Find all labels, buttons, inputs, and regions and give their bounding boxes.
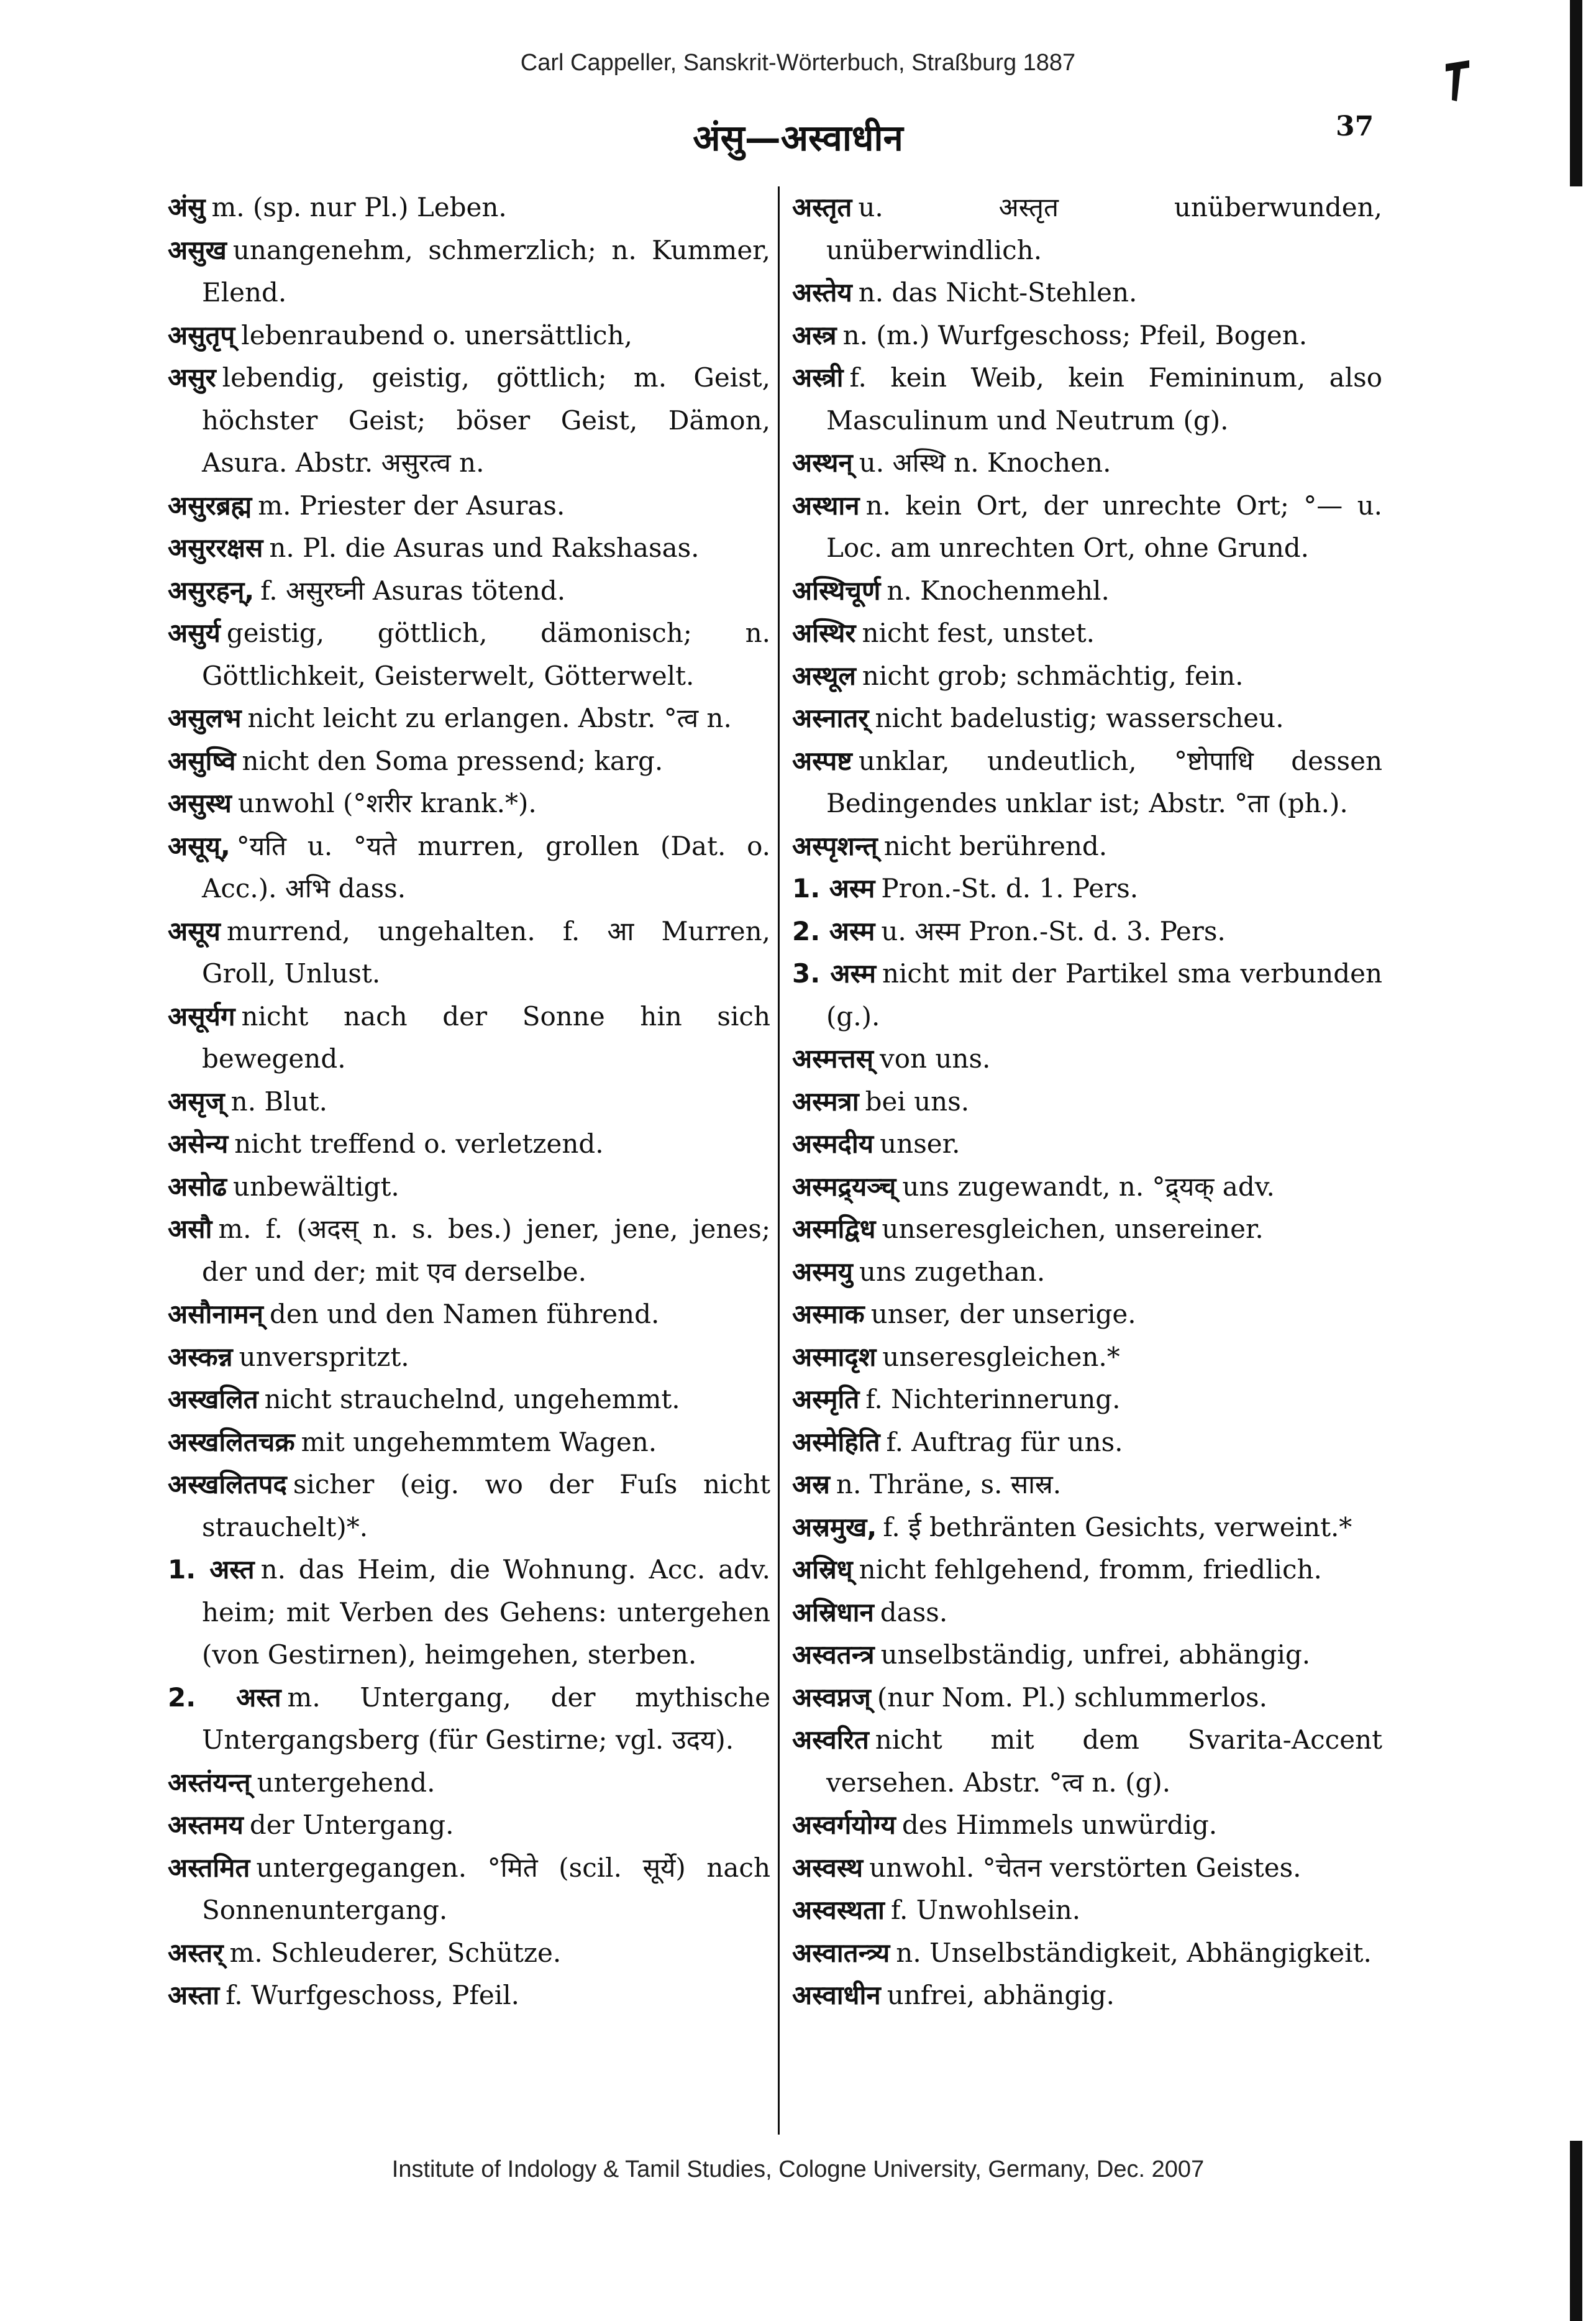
dictionary-entry (792, 1974, 1382, 2017)
entry-headword: 2. अस्म (792, 915, 875, 946)
entry-headword: अस्वरित (792, 1724, 869, 1755)
entry-headword: 3. अस्म (792, 958, 876, 989)
dictionary-entry (168, 527, 770, 570)
dictionary-entry (168, 314, 770, 357)
entry-headword: असुख (168, 234, 227, 265)
entry-definition: n. das Nicht-Stehlen. (858, 277, 1138, 308)
dictionary-entry (168, 1421, 770, 1464)
entry-definition: mit ungehemmtem Wagen. (301, 1426, 657, 1457)
entry-definition: m. Schleuderer, Schütze. (229, 1937, 562, 1968)
dictionary-entry (792, 1506, 1382, 1549)
entry-definition: n. Unselbständigkeit, Abhängigkeit. (896, 1937, 1372, 1968)
entry-headword: अस्तर् (168, 1937, 224, 1968)
entry-headword: असुलभ (168, 703, 242, 733)
entry-definition: nicht strauchelnd, ungehemmt. (264, 1384, 680, 1414)
entry-definition: unklar, undeutlich, °ष्टोपाधि dessen Bedingendes unklar ist; Abstr. °ता (ph.). (826, 745, 1382, 818)
entry-definition: unseresgleichen, unsereiner. (882, 1214, 1264, 1244)
entry-headword: अस्मदीय (792, 1128, 874, 1159)
entry-definition: der Untergang. (249, 1810, 454, 1840)
entry-definition: sicher (eig. wo der Fuſs nicht strauchelt)*. (202, 1469, 770, 1542)
entry-headword: अस्वातन्त्र्य (792, 1937, 890, 1968)
entry-definition: nicht mit dem Svarita-Accent versehen. Abstr. °त्व n. (g). (826, 1724, 1382, 1798)
dictionary-entry (792, 1421, 1382, 1464)
entry-headword: अस्रिधान (792, 1596, 874, 1627)
entry-definition: unwohl (°शरीर krank.*). (237, 788, 537, 818)
dictionary-entry (792, 1293, 1382, 1336)
dictionary-entry (792, 1336, 1382, 1379)
dictionary-entry (168, 1974, 770, 2017)
entry-headword: असुस्थ (168, 788, 232, 818)
dictionary-entry (792, 1804, 1382, 1847)
dictionary-entry (168, 186, 770, 229)
dictionary-entry (792, 1591, 1382, 1634)
entry-definition: nicht treffend o. verletzend. (234, 1128, 604, 1159)
entry-definition: m. (sp. nur Pl.) Leben. (211, 192, 507, 222)
entry-headword: असूय्, (168, 830, 230, 861)
entry-headword: अस्तेय (792, 277, 852, 308)
entry-headword: अस्माक (792, 1299, 865, 1329)
entry-definition: unseresgleichen.* (882, 1341, 1120, 1372)
entry-headword: अस्खलितपद (168, 1469, 287, 1499)
entry-definition: lebendig, geistig, göttlich; m. Geist, höchster Geist; böser Geist, Dämon, Asura. Abstr. असुरत्व n. (202, 362, 770, 478)
dictionary-entry (792, 442, 1382, 485)
dictionary-entry (168, 1123, 770, 1166)
entry-definition: f. Unwohlsein. (890, 1895, 1081, 1925)
entry-headword: अस्मत्रा (792, 1086, 859, 1117)
entry-headword: अस्मयु (792, 1256, 853, 1287)
entry-headword: अस्वाधीन (792, 1980, 881, 2010)
left-column (168, 186, 770, 2017)
entry-definition: m. f. (अदस् n. s. bes.) jener, jene, jenes; der und der; mit एव derselbe. (202, 1214, 770, 1287)
dictionary-entry (792, 314, 1382, 357)
dictionary-entry (168, 1293, 770, 1336)
dictionary-entry (168, 697, 770, 740)
entry-definition: Pron.-St. d. 1. Pers. (881, 873, 1139, 904)
dictionary-entry (168, 1463, 770, 1549)
entry-definition: n. das Heim, die Wohnung. Acc. adv. heim; mit Verben des Gehens: untergehen (von Gestirnen), heimgehen, sterben. (202, 1554, 770, 1670)
entry-headword: असृज् (168, 1086, 225, 1117)
entry-headword: अंसु (168, 192, 206, 222)
entry-definition: nicht leicht zu erlangen. Abstr. °त्व n. (247, 703, 732, 733)
entry-definition: u. अस्म Pron.-St. d. 3. Pers. (881, 915, 1226, 946)
entry-headword: अस्तंयन्त् (168, 1767, 251, 1798)
entry-headword: असुररक्षस (168, 533, 263, 563)
entry-headword: असुर (168, 362, 216, 393)
entry-definition: f. Nichterinnerung. (865, 1384, 1121, 1414)
dictionary-entry (792, 910, 1382, 953)
dictionary-entry (168, 1208, 770, 1293)
entry-definition: bei uns. (865, 1086, 970, 1117)
entry-headword: अस्तमय (168, 1810, 244, 1840)
entry-headword: अस्कन्न (168, 1341, 233, 1372)
entry-headword: अस्त्र (792, 319, 837, 350)
dictionary-entry (792, 1123, 1382, 1166)
entry-definition: unbewältigt. (233, 1171, 399, 1202)
entry-definition: nicht fehlgehend, fromm, friedlich. (859, 1554, 1322, 1585)
entry-definition: f. असुरघ्नी Asuras tötend. (260, 575, 566, 606)
entry-definition: n. Thräne, s. सास्र. (836, 1469, 1062, 1499)
entry-headword: असौनामन् (168, 1299, 263, 1329)
column-divider (778, 186, 780, 2135)
entry-headword: अस्त्री (792, 362, 844, 393)
entry-definition: n. (m.) Wurfgeschoss; Pfeil, Bogen. (842, 319, 1308, 350)
dictionary-entry (792, 1038, 1382, 1081)
dictionary-entry (792, 697, 1382, 740)
dictionary-entry (792, 825, 1382, 868)
entry-headword: असुरब्रह्म (168, 490, 252, 521)
dictionary-entry (792, 357, 1382, 442)
entry-definition: geistig, göttlich, dämonisch; n. Göttlichkeit, Geisterwelt, Götterwelt. (202, 618, 770, 691)
entry-headword: अस्र (792, 1469, 830, 1499)
entry-headword: असुष्वि (168, 745, 236, 776)
entry-definition: uns zugethan. (859, 1256, 1046, 1287)
entry-headword: 2. अस्त (168, 1682, 281, 1713)
entry-definition: unselbständig, unfrei, abhängig. (880, 1639, 1311, 1670)
entry-definition: den und den Namen führend. (269, 1299, 660, 1329)
entry-definition: murrend, ungehalten. f. आ Murren, Groll, Unlust. (202, 915, 770, 989)
entry-definition: f. Wurfgeschoss, Pfeil. (226, 1980, 519, 2010)
dictionary-entry (168, 1081, 770, 1124)
dictionary-entry (792, 868, 1382, 910)
entry-definition: lebenraubend o. unersättlich, (241, 319, 632, 350)
dictionary-entry (168, 996, 770, 1081)
dictionary-entry (792, 1889, 1382, 1932)
dictionary-entry (792, 1378, 1382, 1421)
page-footer: Institute of Indology & Tamil Studies, Cologne University, Germany, Dec. 2007 (391, 2156, 1205, 2182)
entry-definition: unwohl. °चेतन verstörten Geistes. (869, 1852, 1302, 1883)
dictionary-entry (168, 1378, 770, 1421)
dictionary-entry (792, 1081, 1382, 1124)
entry-headword: अस्वस्थ (792, 1852, 864, 1883)
dictionary-entry (168, 1932, 770, 1975)
dictionary-entry (792, 953, 1382, 1038)
dictionary-entry (168, 825, 770, 910)
entry-definition: (nur Nom. Pl.) schlummerlos. (877, 1682, 1267, 1713)
dictionary-entry (792, 186, 1382, 272)
entry-definition: nicht den Soma pressend; karg. (242, 745, 663, 776)
entry-headword: असुतृप् (168, 319, 235, 350)
dictionary-entry (168, 1804, 770, 1847)
entry-definition: unverspritzt. (239, 1341, 409, 1372)
dictionary-entry (168, 782, 770, 825)
entry-headword: अस्मत्तस् (792, 1043, 873, 1074)
dictionary-entry (792, 1932, 1382, 1975)
entry-headword: अस्पष्ट (792, 745, 852, 776)
entry-definition: unser, der unserige. (870, 1299, 1136, 1329)
entry-headword: अस्थन् (792, 447, 853, 478)
entry-definition: °यति u. °यते murren, grollen (Dat. o. Acc.). अभि dass. (202, 830, 770, 904)
entry-definition: n. kein Ort, der unrechte Ort; °— u. Loc. am unrechten Ort, ohne Grund. (826, 490, 1382, 563)
entry-headword: अस्वतन्त्र (792, 1639, 875, 1670)
dictionary-entry (168, 1166, 770, 1209)
entry-headword: अस्थान (792, 490, 860, 521)
page-number: 37 (1336, 111, 1374, 142)
dictionary-entry (792, 740, 1382, 825)
entry-headword: असेन्य (168, 1128, 229, 1159)
dictionary-entry (168, 1549, 770, 1677)
dictionary-entry (792, 1719, 1382, 1804)
dictionary-entry (168, 1336, 770, 1379)
dictionary-entry (168, 357, 770, 485)
entry-definition: des Himmels unwürdig. (901, 1810, 1218, 1840)
entry-definition: nicht berührend. (883, 830, 1108, 861)
entry-headword: अस्वप्नज् (792, 1682, 871, 1713)
entry-headword: अस्वस्थता (792, 1895, 885, 1925)
dictionary-entry (168, 570, 770, 613)
entry-headword: अस्तृत (792, 192, 852, 222)
dictionary-entry (168, 1762, 770, 1805)
entry-definition: m. Priester der Asuras. (258, 490, 565, 521)
entry-definition: n. Pl. die Asuras und Rakshasas. (269, 533, 700, 563)
entry-definition: f. Auftrag für uns. (886, 1426, 1123, 1457)
entry-headword: अस्वर्गयोग्य (792, 1810, 896, 1840)
right-column (792, 186, 1382, 2017)
entry-definition: m. Untergang, der mythische Untergangsberg (für Gestirne; vgl. उदय). (202, 1682, 770, 1755)
dictionary-entry (168, 910, 770, 996)
entry-definition: nicht grob; schmächtig, fein. (862, 660, 1244, 691)
entry-headword: अस्थिचूर्ण (792, 575, 881, 606)
entry-definition: nicht badelustig; wasserscheu. (875, 703, 1284, 733)
entry-headword: असूय (168, 915, 221, 946)
entry-definition: u. अस्तृत unüberwunden, unüberwindlich. (826, 192, 1382, 265)
entry-definition: dass. (880, 1596, 948, 1627)
entry-definition: uns zugewandt, n. °द्र्यक् adv. (902, 1171, 1275, 1202)
dictionary-entry (792, 1677, 1382, 1719)
dictionary-entry (792, 1634, 1382, 1677)
dictionary-entry (792, 1251, 1382, 1294)
entry-headword: अस्खलित (168, 1384, 258, 1414)
entry-headword: अस्तमित (168, 1852, 250, 1883)
running-head: अंसु—अस्वाधीन (693, 117, 903, 159)
dictionary-entry (168, 740, 770, 783)
dictionary-entry (168, 1677, 770, 1762)
dictionary-entry (792, 272, 1382, 314)
entry-definition: untergegangen. °मिते (scil. सूर्ये) nach Sonnenuntergang. (202, 1852, 770, 1925)
entry-definition: f. ई bethränten Gesichts, verweint.* (883, 1511, 1352, 1542)
entry-headword: अस्मद्विध (792, 1214, 876, 1244)
entry-headword: अस्मृति (792, 1384, 860, 1414)
entry-headword: 1. अस्त (168, 1554, 255, 1585)
entry-definition: nicht nach der Sonne hin sich bewegend. (202, 1000, 770, 1074)
entry-definition: nicht fest, unstet. (862, 618, 1095, 648)
entry-definition: unser. (880, 1128, 960, 1159)
dictionary-entry (792, 1847, 1382, 1890)
dictionary-entry (168, 1847, 770, 1932)
dictionary-entry (792, 612, 1382, 655)
dictionary-entry (792, 485, 1382, 570)
dictionary-entry (792, 1208, 1382, 1251)
entry-headword: अस्मेहिति (792, 1426, 880, 1457)
dictionary-entry (168, 612, 770, 697)
entry-headword: असोढ (168, 1171, 227, 1202)
page-header: Carl Cappeller, Sanskrit-Wörterbuch, Straßburg 1887 (520, 50, 1076, 76)
entry-headword: अस्ता (168, 1980, 220, 2010)
entry-headword: अस्मादृश (792, 1341, 877, 1372)
dictionary-entry (168, 229, 770, 314)
entry-headword: असुरहन्, (168, 575, 255, 606)
dictionary-entry (792, 570, 1382, 613)
entry-headword: अस्थिर (792, 618, 856, 648)
entry-headword: अस्रिध् (792, 1554, 853, 1585)
entry-headword: अस्पृशन्त् (792, 830, 878, 861)
entry-definition: f. kein Weib, kein Femininum, also Masculinum und Neutrum (g). (826, 362, 1382, 436)
dictionary-entry (168, 485, 770, 528)
entry-definition: von uns. (879, 1043, 991, 1074)
entry-headword: 1. अस्म (792, 873, 875, 904)
dictionary-entry (792, 1166, 1382, 1209)
dictionary-entry (792, 655, 1382, 698)
entry-headword: असौ (168, 1214, 212, 1244)
entry-headword: अस्खलितचक्र (168, 1426, 295, 1457)
entry-definition: unangenehm, schmerzlich; n. Kummer, Elend. (202, 234, 770, 308)
entry-headword: असुर्य (168, 618, 221, 648)
corner-mark-icon (1444, 59, 1472, 103)
entry-definition: u. अस्थि n. Knochen. (859, 447, 1111, 478)
entry-headword: अस्मद्र्यञ्च् (792, 1171, 896, 1202)
scan-edge-bar-bottom (1570, 2141, 1582, 2321)
entry-definition: n. Knochenmehl. (887, 575, 1110, 606)
entry-definition: untergehend. (257, 1767, 435, 1798)
entry-headword: असूर्यग (168, 1000, 235, 1032)
dictionary-entry (792, 1549, 1382, 1591)
entry-definition: unfrei, abhängig. (887, 1980, 1115, 2010)
entry-headword: अस्थूल (792, 660, 856, 691)
entry-headword: अस्रमुख, (792, 1511, 877, 1542)
dictionary-entry (792, 1463, 1382, 1506)
entry-definition: n. Blut. (230, 1086, 327, 1117)
entry-headword: अस्नातर् (792, 703, 869, 733)
entry-definition: nicht mit der Partikel sma verbunden (g.). (826, 958, 1382, 1032)
